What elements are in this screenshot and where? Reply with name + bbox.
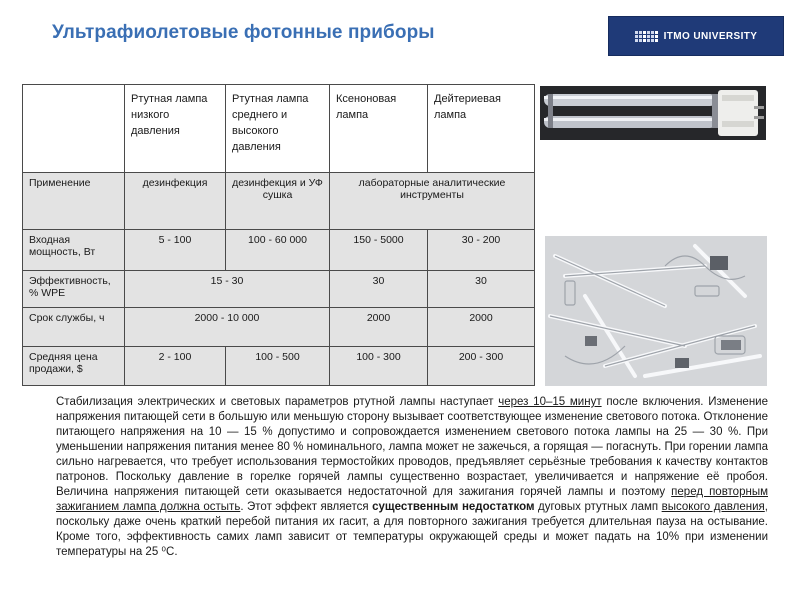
row-label: Входная мощность, Вт	[23, 230, 125, 271]
table-row	[23, 347, 535, 386]
table-row	[23, 271, 535, 308]
uv-lamp-photo	[540, 86, 766, 140]
para-text: дуговых ртутных ламп	[534, 501, 662, 513]
table-cell: лабораторные аналитические инструменты	[330, 173, 535, 230]
table-cell: дезинфекция	[125, 173, 226, 230]
row-label: Применение	[23, 173, 125, 230]
para-text: . Этот эффект является	[240, 501, 373, 513]
logo-text: ITMO UNIVERSITY	[663, 30, 758, 42]
table-cell: 2000	[330, 308, 428, 347]
table-cell: 100 - 500	[226, 347, 330, 386]
para-bold: существенным недостатком	[372, 501, 535, 513]
table-cell: 150 - 5000	[330, 230, 428, 271]
row-label: Средняя цена продажи, $	[23, 347, 125, 386]
para-emphasis: перед повторным зажиганием лампа должна остыть	[56, 486, 768, 513]
table-cell: 100 - 60 000	[226, 230, 330, 271]
table-cell: 5 - 100	[125, 230, 226, 271]
para-text: после включения. Изменение напряжения питающей сети в большую или меньшую сторону вызывает соответствующее изменение светового потока. Отклонение питающего напряжения на 10 — 15 % допустимо и сопровождается изменением светового потока лампы на 25 — 30 %. При уменьшении напряжения питания менее 80 % номинального, лампа может не зажечься, а горящая — погаснуть. При горении лампа сильно нагревается, что требует использования термостойких проводов, предъявляет серьёзные требования к качеству контактов патронов. Поскольку давление в горелке горячей лампы существенно возрастает, увеличивается и напряжение её пробоя. Величина напряжения питающей сети оказывается недостаточной для зажигания горячей лампы и поэтому	[56, 396, 768, 498]
table-cell: 2000	[428, 308, 535, 347]
page-title: Ультрафиолетовые фотонные приборы	[52, 22, 435, 43]
table-header-cell: Ртутная лампа среднего и высокого давления	[226, 85, 330, 173]
itmo-logo	[608, 16, 784, 56]
para-emphasis: через 10–15 минут	[498, 396, 602, 408]
uv-lamps-assortment-photo	[545, 236, 767, 386]
table-cell: 200 - 300	[428, 347, 535, 386]
logo-mark-icon	[635, 31, 658, 42]
table-cell: 2000 - 10 000	[125, 308, 330, 347]
description-paragraph	[56, 395, 768, 560]
para-emphasis: высокого давления	[661, 501, 765, 513]
table-row	[23, 230, 535, 271]
table-header-cell: Ртутная лампа низкого давления	[125, 85, 226, 173]
table-cell: 2 - 100	[125, 347, 226, 386]
para-text: , поскольку даже очень краткий перебой питания их гасит, а для повторного зажигания требуется длительная пауза на остывание. Кроме того, эффективность самих ламп зависит от температуры окружающей среды и может падать на 10% при изменении температуры на 25 ⁰С.	[56, 501, 768, 558]
row-label: Срок службы, ч	[23, 308, 125, 347]
table-header-row	[23, 85, 535, 173]
para-text: Стабилизация электрических и световых параметров ртутной лампы наступает	[56, 396, 499, 408]
table-cell: 30	[428, 271, 535, 308]
table-cell: дезинфекция и УФ сушка	[226, 173, 330, 230]
table-row	[23, 308, 535, 347]
table-header-cell: Ксеноновая лампа	[330, 85, 428, 173]
lamp-comparison-table	[22, 84, 535, 386]
row-label: Эффективность, % WPE	[23, 271, 125, 308]
table-cell: 100 - 300	[330, 347, 428, 386]
table-cell: 30	[330, 271, 428, 308]
table-cell: 30 - 200	[428, 230, 535, 271]
table-cell: 15 - 30	[125, 271, 330, 308]
table-header-cell: Дейтериевая лампа	[428, 85, 535, 173]
table-row	[23, 173, 535, 230]
table-header-cell-empty	[23, 85, 125, 173]
